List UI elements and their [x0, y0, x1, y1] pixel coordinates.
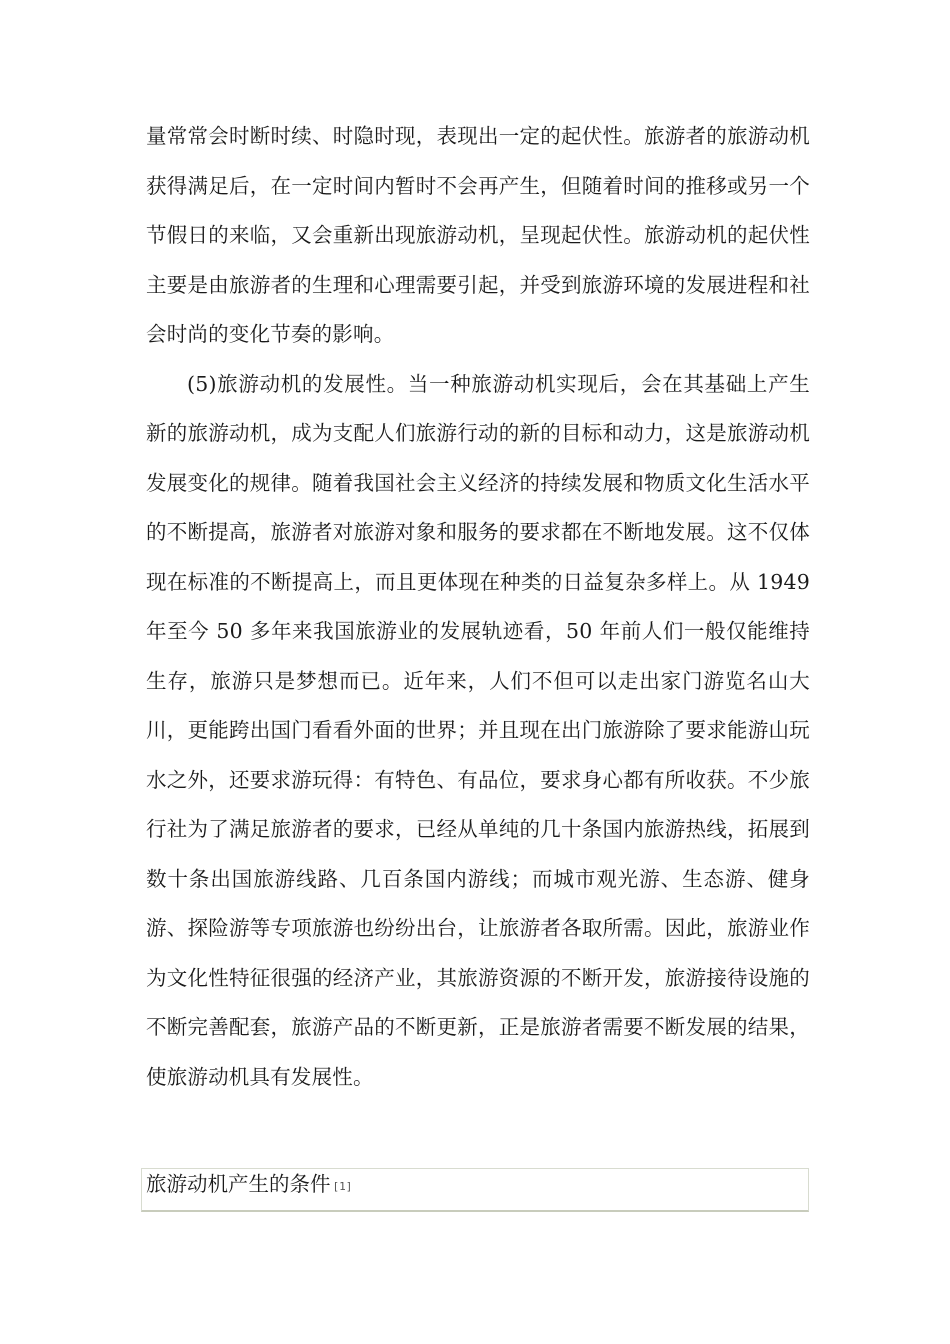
reference-link[interactable]: [1]	[332, 1180, 353, 1193]
document-body	[146, 112, 810, 1102]
section-title-text: 旅游动机产生的条件	[146, 1172, 331, 1196]
section-title	[146, 1171, 352, 1200]
paragraph-fluctuation: 量常常会时断时续、时隐时现，表现出一定的起伏性。旅游者的旅游动机获得满足后，在一定时间内暂时不会再产生，但随着时间的推移或另一个节假日的来临，又会重新出现旅游动机，呈现起伏性。旅游动机的起伏性主要是由旅游者的生理和心理需要引起，并受到旅游环境的发展进程和社会时尚的变化节奏的影响。	[146, 124, 810, 346]
paragraph-development: (5)旅游动机的发展性。当一种旅游动机实现后，会在其基础上产生新的旅游动机，成为支配人们旅游行动的新的目标和动力，这是旅游动机发展变化的规律。随着我国社会主义经济的持续发展和物质文化生活水平的不断提高，旅游者对旅游对象和服务的要求都在不断地发展。这不仅体现在标准的不断提高上，而且更体现在种类的日益复杂多样上。从 1949 年至今 50 多年来我国旅游业的发展轨迹看，50 年前人们一般仅能维持生存，旅游只是梦想而已。近年来，人们不但可以走出家门游览名山大川，更能跨出国门看看外面的世界；并且现在出门旅游除了要求能游山玩水之外，还要求游玩得：有特色、有品位，要求身心都有所收获。不少旅行社为了满足旅游者的要求，已经从单纯的几十条国内旅游热线，拓展到数十条出国旅游线路、几百条国内游线；而城市观光游、生态游、健身游、探险游等专项旅游也纷纷出台，让旅游者各取所需。因此，旅游业作为文化性特征很强的经济产业，其旅游资源的不断开发，旅游接待设施的不断完善配套，旅游产品的不断更新，正是旅游者需要不断发展的结果，使旅游动机具有发展性。	[146, 371, 810, 1089]
section-heading-box	[141, 1168, 809, 1212]
